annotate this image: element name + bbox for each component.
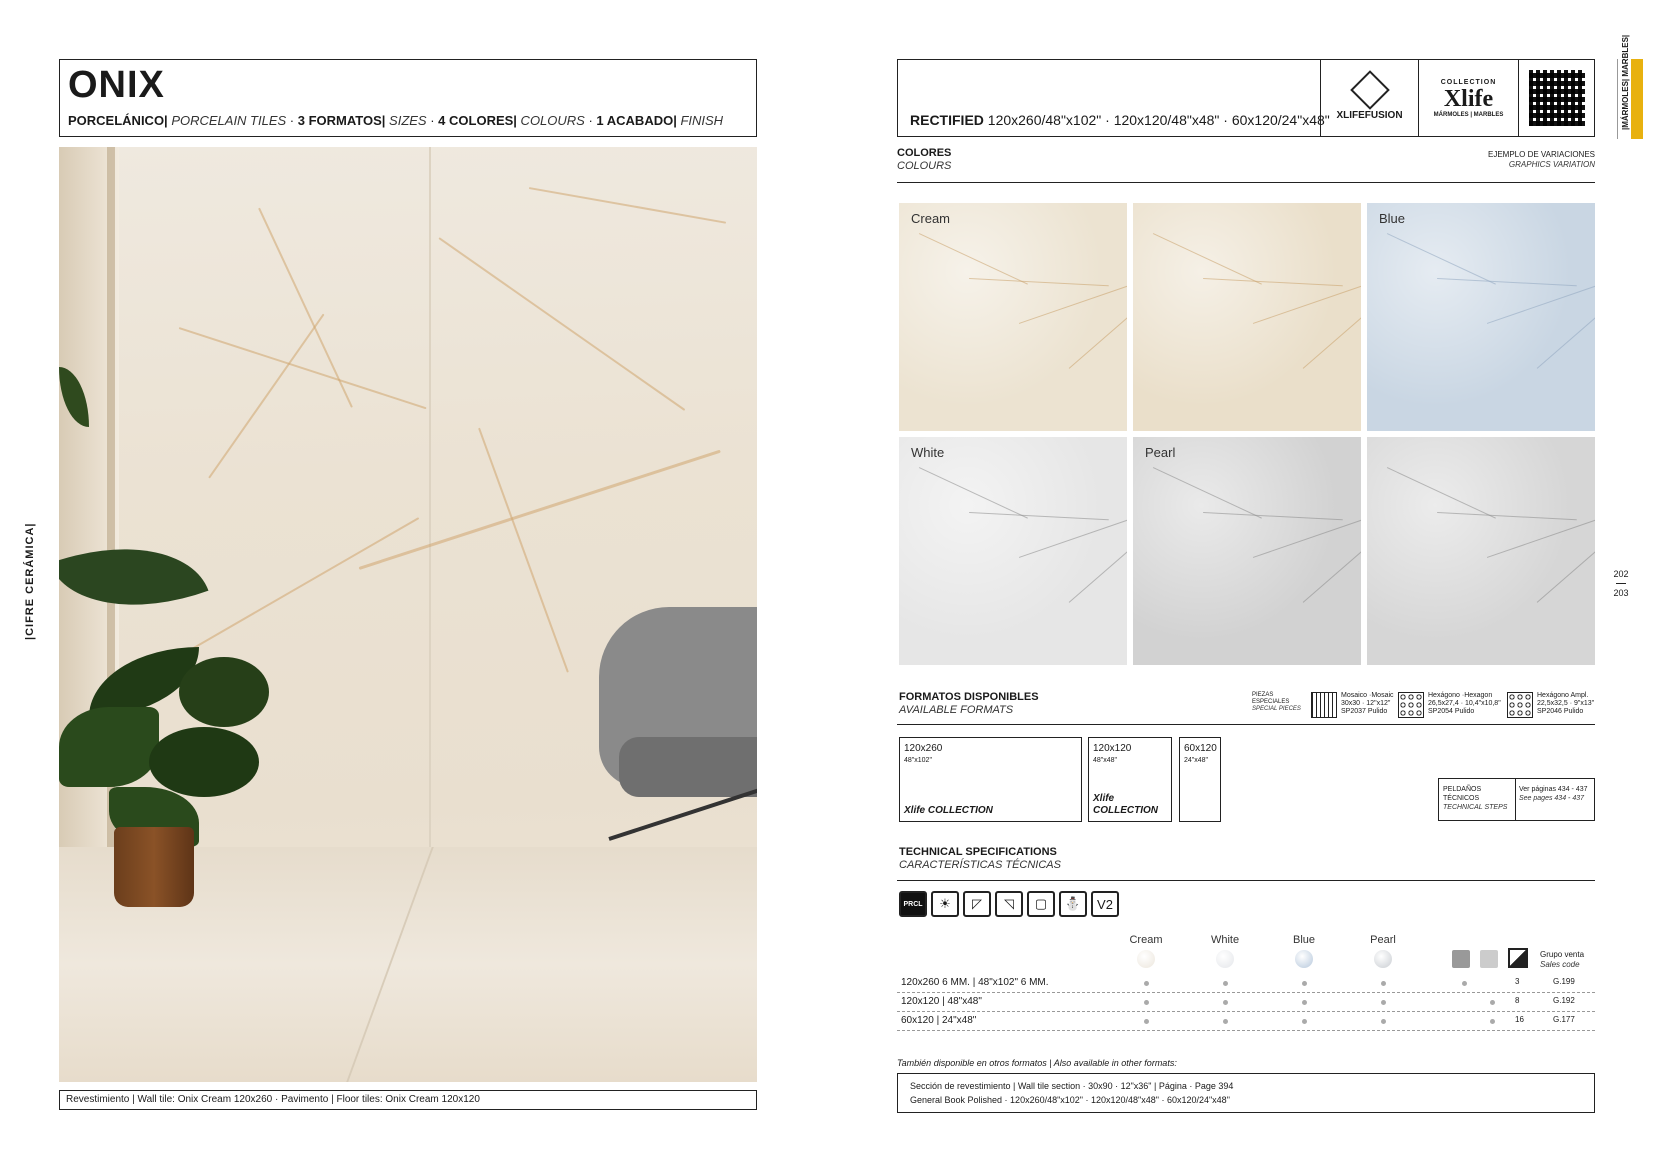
section-tab-label: |MÁRMOLES| MARBLES| [1621, 34, 1630, 130]
xlife-logo: Xlife COLLECTION [904, 805, 993, 816]
colour-tile[interactable] [1133, 203, 1361, 431]
column-header: Blue [1292, 934, 1316, 946]
formats-heading: FORMATOS DISPONIBLES AVAILABLE FORMATS [899, 691, 1039, 716]
availability-dot [1302, 981, 1307, 986]
pieces-per-box: 16 [1515, 1015, 1524, 1024]
sales-group: G.177 [1553, 1015, 1575, 1024]
sales-group: G.192 [1553, 996, 1575, 1005]
format-box: 120x260 48"x102" Xlife COLLECTION [899, 737, 1082, 822]
column-header: Cream [1129, 934, 1163, 946]
availability-dot [1302, 1019, 1307, 1024]
colour-tile[interactable] [1133, 437, 1361, 665]
group-label: Grupo venta Sales code [1540, 950, 1585, 969]
finish-dot [1462, 981, 1467, 986]
variation-icon: V2 [1091, 891, 1119, 917]
colour-swatch [1374, 950, 1392, 968]
qr-code-icon [1529, 70, 1585, 126]
availability-dot [1381, 1019, 1386, 1024]
light-icon: ☀ [931, 891, 959, 917]
colour-tile[interactable] [899, 203, 1127, 431]
finish-dot [1490, 1000, 1495, 1005]
row-format: 60x120 | 24"x48" [901, 1015, 977, 1026]
floor-icon: ◸ [963, 891, 991, 917]
table-row [897, 974, 1595, 993]
format-box: 60x120 24"x48" [1179, 737, 1221, 822]
tile-label: Cream [911, 211, 951, 226]
also-available-title: También disponible en otros formatos | Also available in other formats: [897, 1058, 1177, 1068]
availability-dot [1223, 981, 1228, 986]
availability-dot [1223, 1000, 1228, 1005]
tile-label: Blue [1379, 211, 1406, 226]
colour-tile[interactable] [899, 437, 1127, 665]
fusion-logo: XLIFEFUSION [1320, 60, 1418, 136]
special-piece: Mosaico ·Mosaic 30x30 · 12"x12" SP2037 Pulido [1341, 692, 1394, 715]
availability-dot [1144, 981, 1149, 986]
finish-dot [1490, 1019, 1495, 1024]
rectified-icon: ◹ [995, 891, 1023, 917]
format-box: 120x120 48"x48" Xlife COLLECTION [1088, 737, 1172, 822]
special-piece: Hexágono ·Hexagon 26,5x27,4 · 10,4"x10,8" SP2054 Pulido [1428, 692, 1501, 715]
porcelain-icon: PRCL [899, 891, 927, 917]
hexagon-icon [1398, 692, 1424, 718]
availability-dot [1223, 1019, 1228, 1024]
row-format: 120x120 | 48"x48" [901, 996, 982, 1007]
colour-tile[interactable] [1367, 437, 1595, 665]
also-available-box: Sección de revestimiento | Wall tile section · 30x90 · 12"x36" | Página · Page 394 General Book Polished · 120x260/48"x102" · 120x120/48"x48" · 60x120/24"x48" [897, 1073, 1595, 1113]
availability-dot [1381, 981, 1386, 986]
row-format: 120x260 6 MM. | 48"x102" 6 MM. [901, 977, 1049, 988]
tile-label: Pearl [1145, 445, 1176, 460]
variation-note: EJEMPLO DE VARIACIONES GRAPHICS VARIATION [1488, 150, 1595, 169]
mosaic-icon [1311, 692, 1337, 718]
collection-logo: COLLECTION Xlife MÁRMOLES | MARBLES [1418, 60, 1518, 136]
title-box [59, 59, 757, 137]
sales-group: G.199 [1553, 977, 1575, 986]
column-header: Pearl [1370, 934, 1396, 946]
pieces-per-box: 8 [1515, 996, 1520, 1005]
colour-swatch [1137, 950, 1155, 968]
colours-heading: COLORES COLOURS [897, 147, 952, 172]
page-numbers: 202 203 [1613, 569, 1629, 598]
diamond-icon [1350, 70, 1390, 110]
pieces-per-box: 3 [1515, 977, 1520, 986]
specs-heading: TECHNICAL SPECIFICATIONS CARACTERÍSTICAS TÉCNICAS [899, 846, 1061, 871]
qr-code[interactable] [1518, 60, 1595, 136]
availability-dot [1144, 1019, 1149, 1024]
column-header: White [1210, 934, 1240, 946]
colour-tile[interactable] [1367, 203, 1595, 431]
hexagon-icon [1507, 692, 1533, 718]
table-row [897, 1012, 1595, 1031]
box-icon [1508, 948, 1528, 968]
wall-icon: ▢ [1027, 891, 1055, 917]
availability-dot [1302, 1000, 1307, 1005]
colour-swatch [1295, 950, 1313, 968]
polish-swatch [1480, 950, 1498, 968]
colour-swatch [1216, 950, 1234, 968]
photo-caption: Revestimiento | Wall tile: Onix Cream 120x260 · Pavimento | Floor tiles: Onix Cream 120x120 [59, 1090, 757, 1110]
availability-dot [1144, 1000, 1149, 1005]
xlife-logo: Xlife COLLECTION [1093, 793, 1158, 816]
header-box [897, 59, 1595, 137]
availability-dot [1381, 1000, 1386, 1005]
product-subtitle: PORCELÁNICO| PORCELAIN TILES · 3 FORMATOS| SIZES · 4 COLORES| COLOURS · 1 ACABADO| FINISH [68, 113, 724, 128]
tile-label: White [911, 445, 945, 460]
rectified-sizes: RECTIFIED 120x260/48"x102" · 120x120/48"x48" · 60x120/24"x48" [910, 112, 1330, 128]
special-pieces-label: PIEZAS ESPECIALES SPECIAL PIECES [1252, 692, 1301, 712]
special-piece: Hexágono Ampl. 22,5x32,5 · 9"x13" SP2046 Pulido [1537, 692, 1595, 715]
page-title: ONIX [68, 64, 165, 106]
table-row [897, 993, 1595, 1012]
matte-swatch [1452, 950, 1470, 968]
room-photo [59, 147, 757, 1082]
technical-steps-box: PELDAÑOS TÉCNICOS TECHNICAL STEPS Ver páginas 434 - 437 See pages 434 - 437 [1438, 778, 1595, 821]
frost-icon: ⛄ [1059, 891, 1087, 917]
